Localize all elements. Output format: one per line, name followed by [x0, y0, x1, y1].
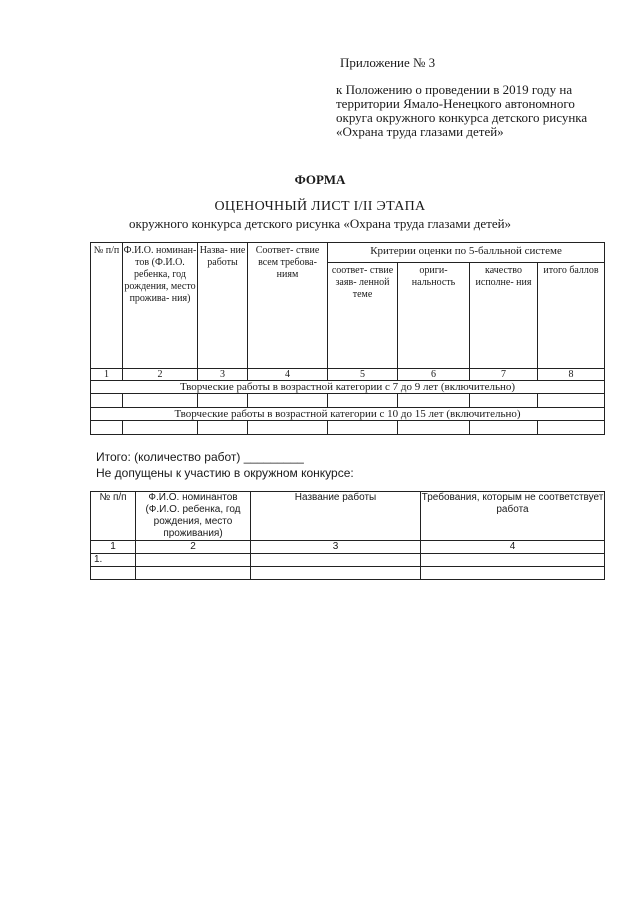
header-compliance: Соответ- ствие всем требова- ниям [248, 243, 328, 369]
total-works-line: Итого: (количество работ) _________ [96, 450, 304, 464]
table-cell [91, 567, 136, 580]
header-quality: качество исполне- ния [470, 263, 538, 369]
appendix-label: Приложение № 3 [340, 55, 436, 70]
table-cell [136, 567, 251, 580]
column-number: 3 [251, 541, 421, 554]
table-cell [398, 394, 470, 408]
header-nominee: Ф.И.О. номинан- тов (Ф.И.О. ребенка, год рождения, место прожива- ния) [123, 243, 198, 369]
header-unmet-requirements: Требования, которым не соответствует работа [421, 492, 605, 541]
column-number: 6 [398, 369, 470, 381]
column-number: 3 [198, 369, 248, 381]
table-cell [91, 421, 123, 435]
header-nominee: Ф.И.О. номинантов (Ф.И.О. ребенка, год рождения, место проживания) [136, 492, 251, 541]
table-row [91, 394, 605, 408]
table-cell [328, 421, 398, 435]
column-number: 4 [421, 541, 605, 554]
column-number: 1 [91, 369, 123, 381]
table-row [91, 554, 605, 567]
column-number: 4 [248, 369, 328, 381]
evaluation-table [90, 242, 605, 435]
excluded-works-heading: Не допущены к участию в окружном конкурсе: [96, 466, 354, 480]
row-number: 1. [91, 554, 136, 567]
age-category-row: Творческие работы в возрастной категории с 7 до 9 лет (включительно) [91, 381, 605, 394]
header-criteria-group: Критерии оценки по 5-балльной системе [328, 243, 605, 263]
table-cell [251, 554, 421, 567]
table-cell [421, 554, 605, 567]
sheet-subtitle: окружного конкурса детского рисунка «Охрана труда глазами детей» [128, 216, 512, 231]
header-num: № п/п [91, 243, 123, 369]
header-work-title: Название работы [251, 492, 421, 541]
header-total: итого баллов [538, 263, 605, 369]
table-row [91, 421, 605, 435]
column-number: 2 [123, 369, 198, 381]
table-cell [198, 394, 248, 408]
table-cell [251, 567, 421, 580]
column-number: 1 [91, 541, 136, 554]
sheet-title: ОЦЕНОЧНЫЙ ЛИСТ I/II ЭТАПА [214, 199, 426, 214]
table-cell [198, 421, 248, 435]
table-cell [470, 394, 538, 408]
column-number: 2 [136, 541, 251, 554]
table-cell [421, 567, 605, 580]
table-cell [470, 421, 538, 435]
header-theme: соответ- ствие заяв- ленной теме [328, 263, 398, 369]
table-cell [398, 421, 470, 435]
column-number: 5 [328, 369, 398, 381]
header-originality: ориги- нальность [398, 263, 470, 369]
excluded-works-table [90, 491, 605, 580]
header-work-title: Назва- ние работы [198, 243, 248, 369]
form-title: ФОРМА [294, 172, 346, 187]
table-cell [136, 554, 251, 567]
table-cell [538, 421, 605, 435]
table-cell [123, 394, 198, 408]
table-row [91, 567, 605, 580]
regulation-reference: к Положению о проведении в 2019 году на территории Ямало-Ненецкого автономного округа окружного конкурса детского рисунка «Охрана труда глазами детей» [336, 82, 588, 139]
age-category-row: Творческие работы в возрастной категории с 10 до 15 лет (включительно) [91, 408, 605, 421]
table-cell [248, 421, 328, 435]
column-number: 8 [538, 369, 605, 381]
table-cell [328, 394, 398, 408]
table-cell [123, 421, 198, 435]
table-cell [538, 394, 605, 408]
table-cell [91, 394, 123, 408]
table-cell [248, 394, 328, 408]
column-number: 7 [470, 369, 538, 381]
header-num: № п/п [91, 492, 136, 541]
